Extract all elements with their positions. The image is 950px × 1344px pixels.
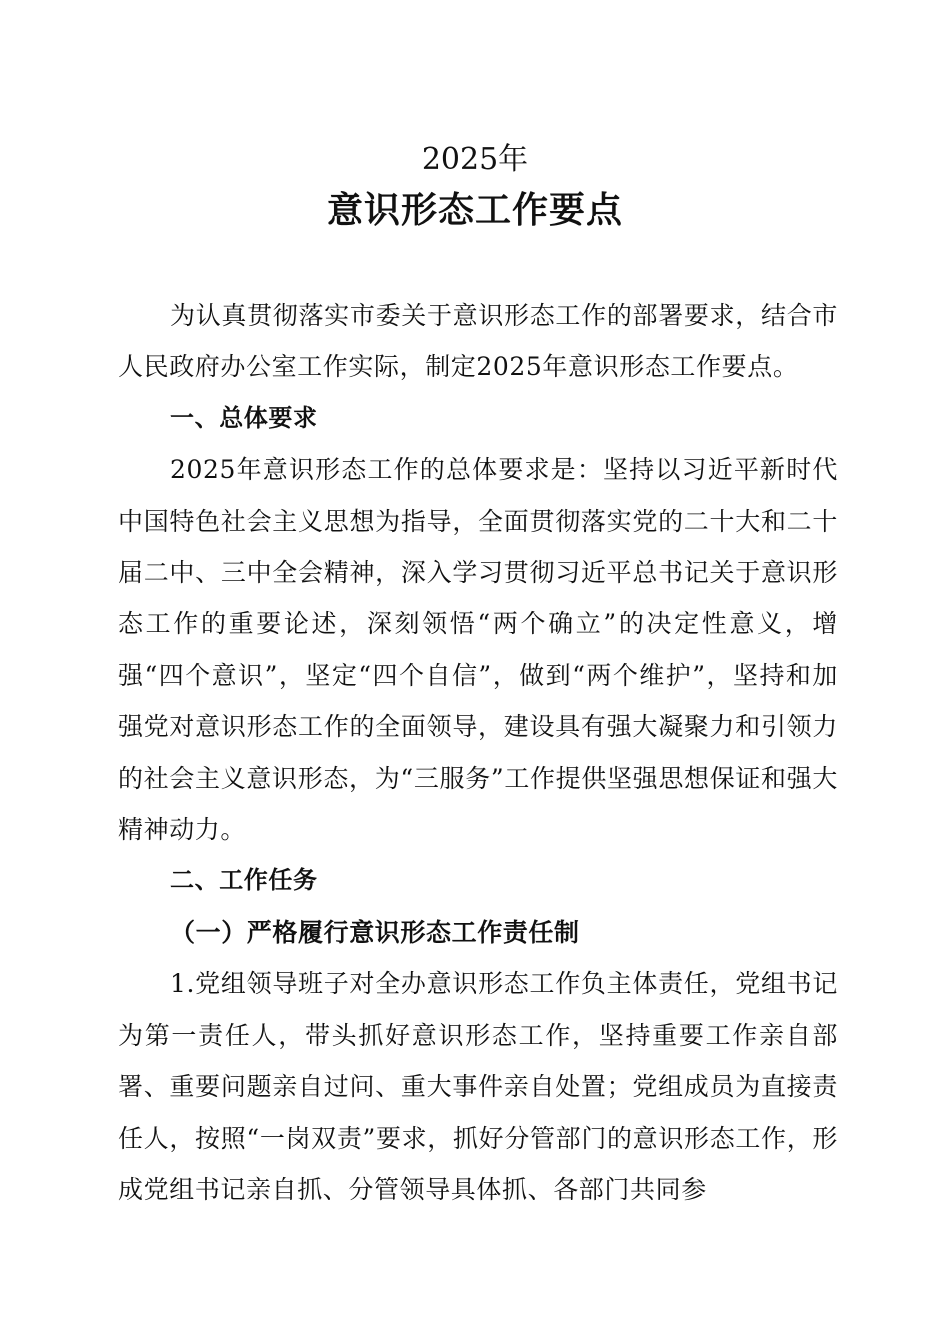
document-title-year: 2025年 xyxy=(421,142,529,177)
intro-paragraph: 为认真贯彻落实市委关于意识形态工作的部署要求，结合市人民政府办公室工作实际，制定2025年意识形态工作要点。 xyxy=(118,301,838,382)
document-body xyxy=(118,290,838,1215)
document-title: 意识形态工作要点 xyxy=(326,190,623,231)
section-heading-general-requirements: 一、总体要求 xyxy=(170,403,318,432)
item-1-paragraph: 1.党组领导班子对全办意识形态工作负主体责任，党组书记为第一责任人，带头抓好意识形态工作，坚持重要工作亲自部署、重要问题亲自过问、重大事件亲自处置；党组成员为直接责任人，按照“一岗双责”要求，抓好分管部门的意识形态工作，形成党组书记亲自抓、分管领导具体抓、各部门共同参 xyxy=(118,969,838,1204)
general-requirements-paragraph: 2025年意识形态工作的总体要求是：坚持以习近平新时代中国特色社会主义思想为指导，全面贯彻落实党的二十大和二十届二中、三中全会精神，深入学习贯彻习近平总书记关于意识形态工作的重要论述，深刻领悟“两个确立”的决定性意义，增强“四个意识”，坚定“四个自信”，做到“两个维护”，坚持和加强党对意识形态工作的全面领导，建设具有强大凝聚力和引领力的社会主义意识形态，为“三服务”工作提供坚强思想保证和强大精神动力。 xyxy=(118,455,838,845)
section-heading-work-tasks: 二、工作任务 xyxy=(170,866,318,895)
subsection-heading-responsibility: （一）严格履行意识形态工作责任制 xyxy=(170,917,580,947)
